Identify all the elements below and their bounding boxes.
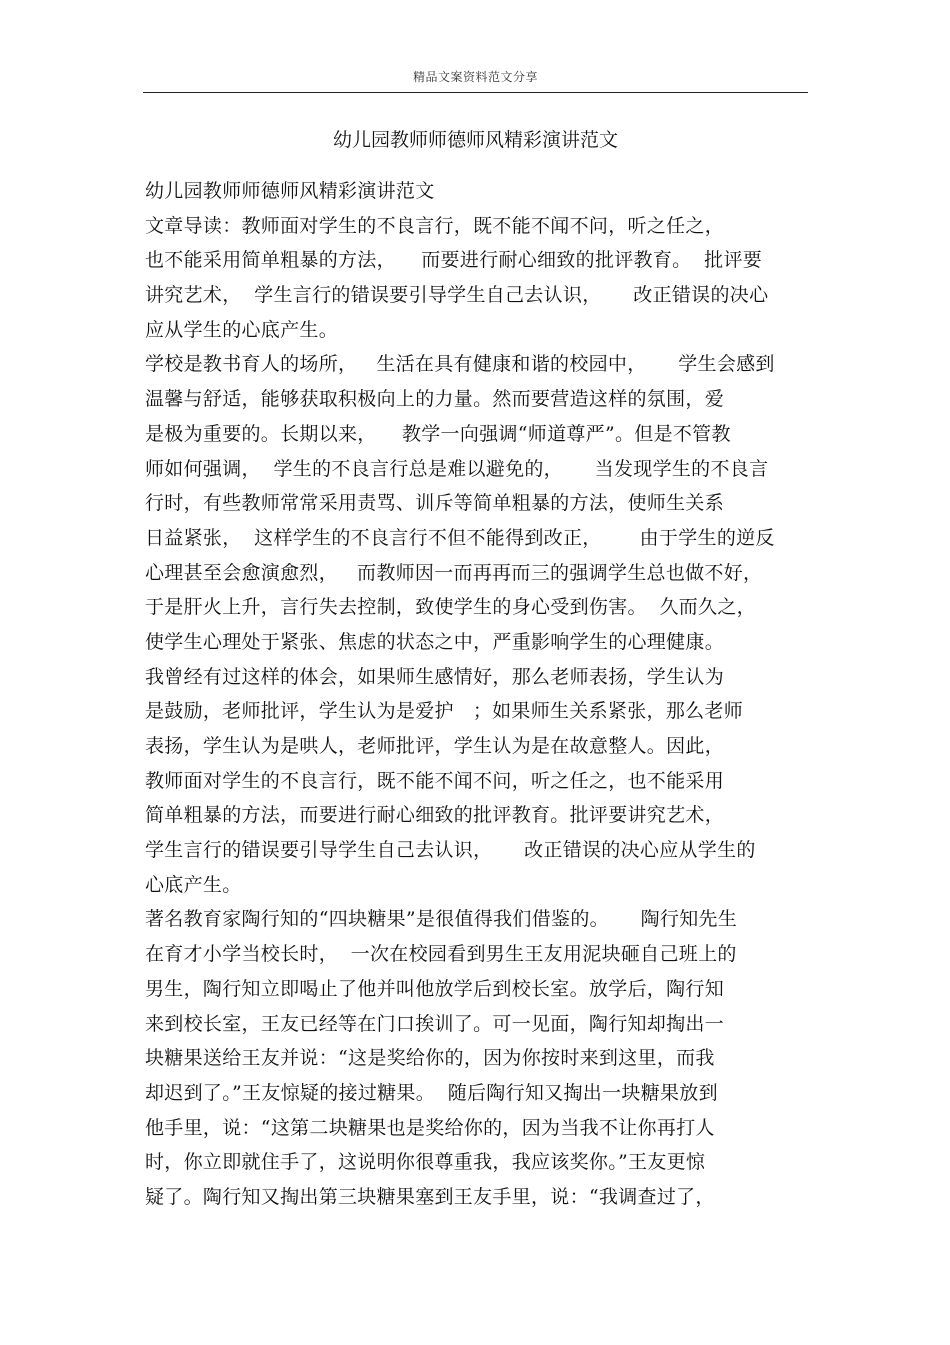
body-line: 著名教育家陶行知的“四块糖果”是很值得我们借鉴的。 陶行知先生 [145,908,738,931]
body-line: 是极为重要的。长期以来， 教学一向强调“师道尊严”。但是不管教 [145,422,731,445]
body-line: 疑了。陶行知又掏出第三块糖果塞到王友手里，说：“我调查过了， [145,1185,715,1208]
body-line: 文章导读：教师面对学生的不良言行，既不能不闻不问，听之任之， [145,214,725,237]
body-line: 却迟到了。”王友惊疑的接过糖果。 随后陶行知又掏出一块糖果放到 [145,1081,718,1104]
header-text: 精品文案资料范文分享 [412,70,538,84]
body-line: 心理甚至会愈演愈烈， 而教师因一而再再而三的强调学生总也做不好， [145,561,763,584]
document-body [145,174,815,1215]
body-line: 时，你立即就住手了，这说明你很尊重我，我应该奖你。”王友更惊 [145,1151,706,1174]
body-line: 块糖果送给王友并说：“这是奖给你的，因为你按时来到这里，而我 [145,1047,715,1070]
body-line: 是鼓励，老师批评，学生认为是爱护 ；如果师生关系紧张，那么老师 [145,700,744,723]
body-line: 来到校长室，王友已经等在门口挨训了。可一见面，陶行知却掏出一 [145,1012,725,1035]
body-line: 应从学生的心底产生。 [145,318,339,341]
body-line: 日益紧张， 这样学生的不良言行不但不能得到改正， 由于学生的逆反 [145,526,775,549]
body-line: 学校是教书育人的场所， 生活在具有健康和谐的校园中， 学生会感到 [145,353,775,376]
body-line: 心底产生。 [145,873,242,896]
body-line: 也不能采用简单粗暴的方法， 而要进行耐心细致的批评教育。 批评要 [145,249,763,272]
body-line: 表扬，学生认为是哄人，老师批评，学生认为是在故意整人。因此， [145,735,725,757]
page-header [143,58,808,93]
body-line: 行时，有些教师常常采用责骂、训斥等简单粗暴的方法，使师生关系 [145,492,725,515]
body-line: 讲究艺术， 学生言行的错误要引导学生自己去认识， 改正错误的决心 [145,284,769,307]
body-line: 温馨与舒适，能够获取积极向上的力量。然而要营造这样的氛围，爱 [145,388,725,411]
body-line: 教师面对学生的不良言行，既不能不闻不问，听之任之，也不能采用 [145,769,725,792]
body-line: 学生言行的错误要引导学生自己去认识， 改正错误的决心应从学生的 [145,839,756,862]
body-line: 使学生心理处于紧张、焦虑的状态之中，严重影响学生的心理健康。 [145,630,725,653]
body-line: 幼儿园教师师德师风精彩演讲范文 [145,180,435,202]
body-line: 于是肝火上升，言行失去控制，致使学生的身心受到伤害。 久而久之， [145,596,756,619]
body-line: 师如何强调， 学生的不良言行总是难以避免的， 当发现学生的不良言 [145,457,769,480]
body-line: 简单粗暴的方法，而要进行耐心细致的批评教育。批评要讲究艺术， [145,804,725,827]
body-line: 他手里，说：“这第二块糖果也是奖给你的，因为当我不让你再打人 [145,1116,715,1139]
body-line: 我曾经有过这样的体会，如果师生感情好，那么老师表扬，学生认为 [145,665,725,688]
body-line: 在育才小学当校长时， 一次在校园看到男生王友用泥块砸自己班上的 [145,943,737,966]
body-line: 男生，陶行知立即喝止了他并叫他放学后到校长室。放学后，陶行知 [145,977,725,1000]
document-title: 幼儿园教师师德师风精彩演讲范文 [332,129,618,151]
